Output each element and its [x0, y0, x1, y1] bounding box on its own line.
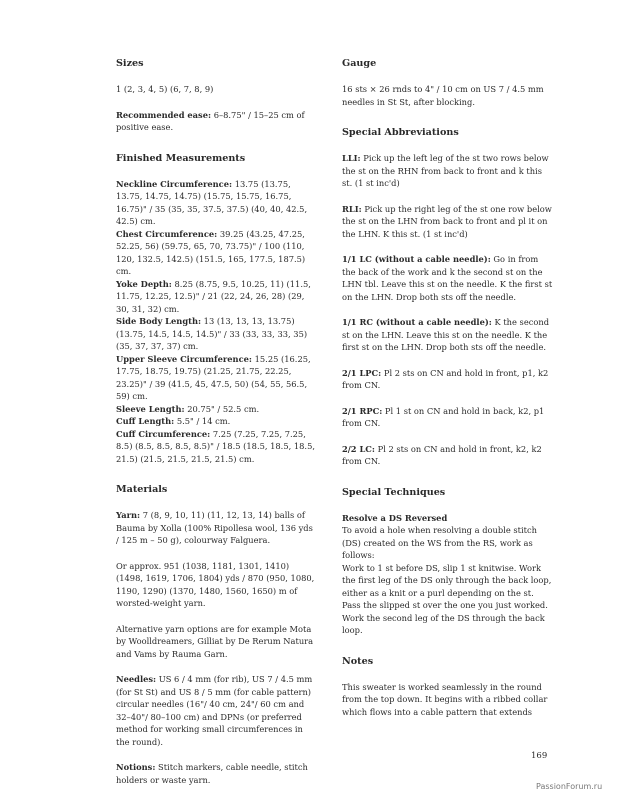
abbreviation-item [342, 316, 554, 354]
abbreviation-term: 1/1 LC (without a cable needle): [342, 254, 491, 264]
technique-steps: Work to 1 st before DS, slip 1 st knitwise. Work the first leg of the DS only through the back loop, either as a knit or a purl depending on the st. Pass the slipped st over the one you just worked. Work the second leg of the DS through the back loop. [342, 562, 552, 635]
abbreviation-term: RLI: [342, 203, 362, 214]
notes-text: This sweater is worked seamlessly in the round from the top down. It begins with a ribbed collar which flows into a cable pattern that extends [342, 681, 548, 717]
measurement-item [116, 415, 316, 428]
page-number: 169 [531, 751, 548, 761]
abbreviation-term: 2/1 RPC: [342, 405, 383, 416]
measurement-label: Yoke Depth: [116, 278, 172, 289]
abbreviation-term: 1/1 RC (without a cable needle): [342, 317, 492, 327]
measurement-label: Neckline Circumference: [116, 178, 233, 189]
gauge-heading: Gauge [342, 58, 377, 69]
abbreviation-definition: Go in from the back of the work and k the second st on the LHN tbl. Leave this st on the needle. K the first st on the LHN. Drop both sts off the needle. [342, 254, 553, 302]
needles-text: US 6 / 4 mm (for rib), US 7 / 4.5 mm (for St St) and US 8 / 5 mm (for cable pattern) circular needles (16"/ 40 cm, 24"/ 60 cm and 32–40"/ 80–100 cm) and DPNs (or preferred method for working small circumferences in the round). [116, 674, 313, 747]
finished-measurements-heading: Finished Measurements [116, 152, 246, 164]
notes-heading: Notes [342, 655, 374, 667]
measurement-item [116, 178, 316, 228]
measurement-label: Side Body Length: [116, 316, 202, 326]
abbreviation-item [342, 253, 554, 303]
measurement-item [116, 315, 316, 353]
finished-measurements-list [116, 178, 316, 466]
measurement-item [116, 278, 316, 316]
abbreviation-item [342, 203, 554, 241]
abbreviation-definition: Pl 1 st on CN and hold in back, k2, p1 from CN. [342, 405, 545, 428]
abbreviation-term: 2/2 LC: [342, 443, 375, 454]
measurement-text: 15.25 (16.25, 17.75, 18.75, 19.75) (21.25, 21.75, 22.25, 23.25)" / 39 (41.5, 45, 47.5, 50) (54, 55, 56.5, 59) cm. [116, 353, 311, 401]
abbreviation-item [342, 152, 554, 190]
measurement-text: 39.25 (43.25, 47.25, 52.25, 56) (59.75, 65, 70, 73.75)" / 100 (110, 120, 132.5, 142.5) (151.5, 165, 177.5, 187.5) cm. [116, 228, 306, 276]
abbreviation-definition: Pl 2 sts on CN and hold in front, k2, k2 from CN. [342, 443, 542, 466]
measurement-item [116, 403, 316, 416]
recommended-ease [116, 109, 316, 134]
abbreviation-term: 2/1 LPC: [342, 367, 382, 378]
materials-heading: Materials [116, 484, 168, 495]
special-abbreviations-heading: Special Abbreviations [342, 127, 459, 138]
yarn-paragraph [116, 509, 316, 547]
alternative-yarn-paragraph: Alternative yarn options are for example Mota by Woolldreamers, Gilliat by De Rerum Natura and Vams by Rauma Garn. [116, 623, 314, 659]
measurement-text: 20.75" / 52.5 cm. [184, 403, 260, 414]
measurement-text: 8.25 (8.75, 9.5, 10.25, 11) (11.5, 11.75, 12.25, 12.5)" / 21 (22, 24, 26, 28) (29, 30, 31, 32) cm. [116, 278, 311, 314]
measurement-label: Cuff Circumference: [116, 428, 211, 439]
sizes-heading: Sizes [116, 58, 144, 69]
measurement-label: Upper Sleeve Circumference: [116, 353, 252, 364]
measurement-text: 5.5" / 14 cm. [174, 416, 231, 426]
needles-paragraph [116, 673, 316, 748]
abbreviation-definition: Pick up the right leg of the st one row below the st on the LHN from back to front and pl it on the LHN. K this st. (1 st inc'd) [342, 203, 552, 239]
measurement-item [116, 428, 316, 466]
measurement-item [116, 228, 316, 278]
measurement-item [116, 353, 316, 403]
measurement-label: Sleeve Length: [116, 403, 185, 414]
abbreviation-item [342, 405, 554, 430]
measurement-text: 7.25 (7.25, 7.25, 7.25, 8.5) (8.5, 8.5, 8.5, 8.5)" / 18.5 (18.5, 18.5, 18.5, 21.5) (21.5, 21.5, 21.5, 21.5) cm. [116, 428, 315, 464]
yarn-approx-paragraph: Or approx. 951 (1038, 1181, 1301, 1410) (1498, 1619, 1706, 1804) yds / 870 (950, 1080, 1190, 1290) (1370, 1480, 1560, 1650) m of worsted-weight yarn. [116, 560, 315, 608]
needles-label: Needles: [116, 674, 157, 684]
left-column [116, 58, 316, 799]
measurement-label: Chest Circumference: [116, 228, 218, 239]
ease-label: Recommended ease: [116, 109, 212, 120]
notions-label: Notions: [116, 762, 156, 772]
abbreviation-definition: K the second st on the LHN. Leave this st on the needle. K the first st on the LHN. Drop both sts off the needle. [342, 317, 550, 352]
notions-text: Stitch markers, cable needle, stitch holders or waste yarn. [116, 762, 308, 785]
technique-intro: To avoid a hole when resolving a double stitch (DS) created on the WS from the RS, work as follows: [342, 525, 537, 560]
measurement-text: 13.75 (13.75, 13.75, 14.75, 14.75) (15.75, 15.75, 16.75, 16.75)" / 35 (35, 35, 37.5, 37.5) (40, 40, 42.5, 42.5) cm. [116, 178, 308, 226]
yarn-text: 7 (8, 9, 10, 11) (11, 12, 13, 14) balls of Bauma by Xolla (100% Ripollesa wool, 136 yds / 125 m – 50 g), colourway Falguera. [116, 510, 313, 545]
measurement-label: Cuff Length: [116, 416, 175, 426]
abbreviation-item [342, 367, 554, 392]
special-techniques-heading: Special Techniques [342, 486, 446, 498]
abbreviation-definition: Pl 2 sts on CN and hold in front, p1, k2 from CN. [342, 367, 549, 390]
abbreviation-term: LLI: [342, 153, 361, 163]
abbreviation-definition: Pick up the left leg of the st two rows below the st on the RHN from back to front and k this st. (1 st inc'd) [342, 153, 549, 188]
measurement-text: 13 (13, 13, 13, 13.75) (13.75, 14.5, 14.5, 14.5)" / 33 (33, 33, 33, 35) (35, 37, 37, 37) cm. [116, 316, 308, 351]
right-column [342, 58, 554, 731]
notions-paragraph [116, 761, 316, 786]
ease-text: 6–8.75" / 15–25 cm of positive ease. [116, 109, 305, 132]
sizes-values: 1 (2, 3, 4, 5) (6, 7, 8, 9) [116, 84, 214, 94]
technique-subheading: Resolve a DS Reversed [342, 512, 448, 523]
watermark: PassionForum.ru [536, 782, 603, 791]
abbreviation-item [342, 443, 554, 468]
gauge-text: 16 sts × 26 rnds to 4" / 10 cm on US 7 / 4.5 mm needles in St St, after blocking. [342, 84, 544, 107]
yarn-label: Yarn: [116, 510, 141, 520]
